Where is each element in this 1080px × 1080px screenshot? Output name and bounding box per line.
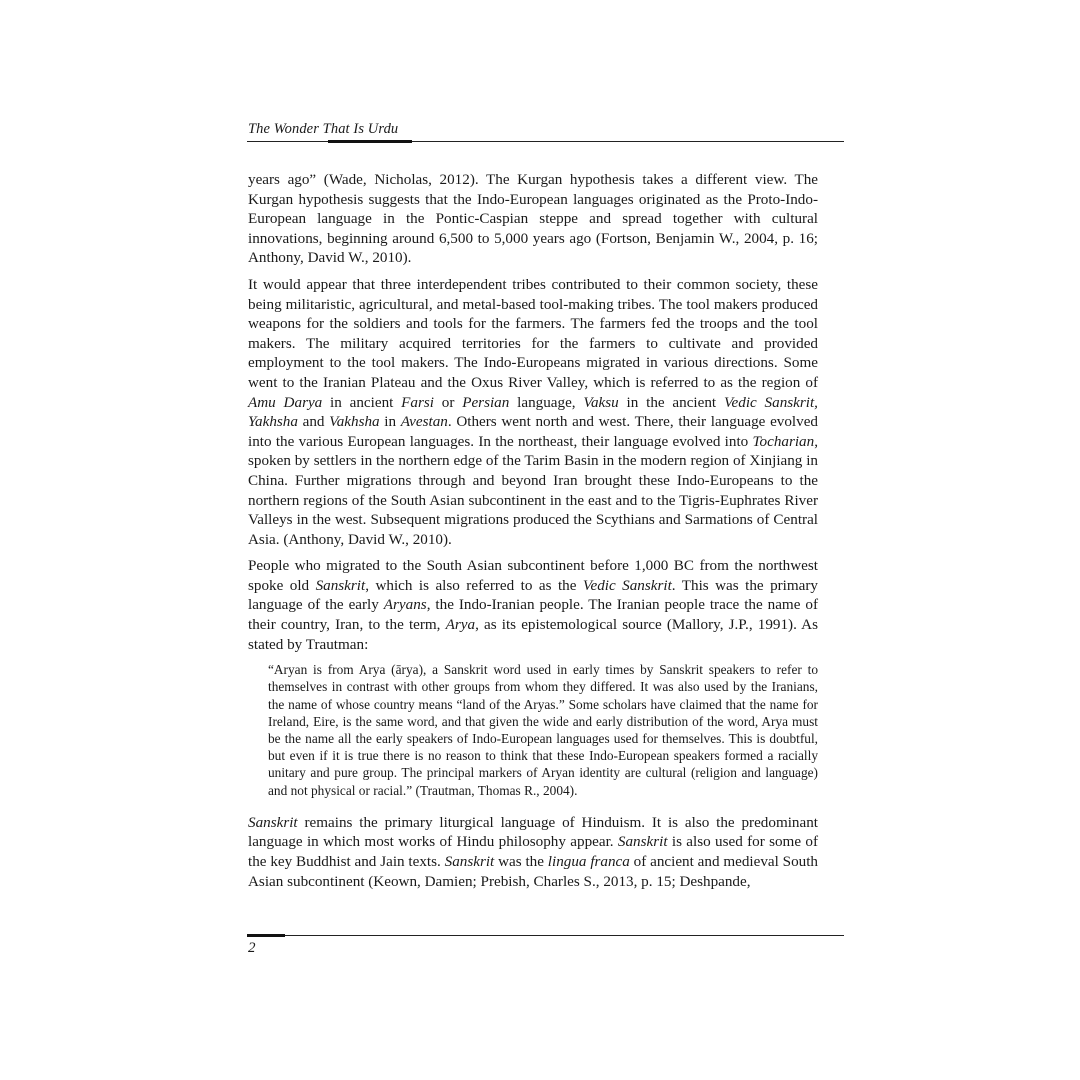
italic-term: Sanskrit — [617, 833, 668, 851]
running-header-title: The Wonder That Is Urdu — [248, 121, 399, 137]
header-rule-accent — [328, 140, 412, 143]
block-quote: “Aryan is from Arya (ārya), a Sanskrit word used in early times by Sanskrit speakers to refer to themselves in contrast with other groups from whom they differed. It was also used by the Iranians, the name of whose country means “land of the Aryas.” Some scholars have claimed that the name for Ireland, Eire, is the same word, and that given the wide and early distribution of the word, Arya must be the name all the early speakers of Indo-European languages used for themselves. This is doubtful, but even if it is true there is no reason to think that these Indo-European speakers formed a racially unitary and pure group. The principal markers of Aryan identity are cultural (religion and language) and not physical or racial.” (Trautman, Thomas R., 2004). — [268, 662, 818, 798]
paragraph: Sanskrit remains the primary liturgical language of Hinduism. It is also the predominant language in which most works of Hindu philosophy appear. Sanskrit is also used for some of the key Buddhist and Jain texts. Sanskrit was the lingua franca of ancient and medieval South Asian subcontinent (Keown, Damien; Prebish, Charles S., 2013, p. 15; Deshpande, — [248, 813, 818, 890]
italic-term: Vedic Sanskrit — [582, 576, 672, 594]
italic-term: Sanskrit — [248, 813, 298, 831]
italic-term: Sanskrit — [444, 853, 495, 871]
footer-rule-accent — [247, 934, 285, 937]
italic-term: Arya — [445, 616, 476, 634]
italic-term: Amu Darya — [248, 393, 323, 411]
italic-term: Vedic Sanskrit, Yakhsha — [248, 393, 818, 431]
body-text — [248, 170, 818, 898]
italic-term: Sanskrit — [315, 576, 366, 594]
italic-term: Tocharian — [752, 432, 815, 450]
paragraph: It would appear that three interdependent tribes contributed to their common society, these being militaristic, agricultural, and metal-based tool-making tribes. The tool makers produced weapons for the soldiers and tools for the farmers. The farmers fed the troops and the tool makers. The military acquired territories for the farmers to cultivate and provided employment to the tool makers. The Indo-Europeans migrated in various directions. Some went to the Iranian Plateau and the Oxus River Valley, which is referred to as the region of Amu Darya in ancient Farsi or Persian language, Vaksu in the ancient Vedic Sanskrit, Yakhsha and Vakhsha in Avestan. Others went north and west. There, their language evolved into the various European languages. In the northeast, their language evolved into Tocharian, spoken by settlers in the northern edge of the Tarim Basin in the modern region of Xinjiang in China. Further migrations through and beyond Iran brought these Indo-Europeans to the northern regions of the South Asian subcontinent in the east and to the Tigris-Euphrates River Valleys in the west. Subsequent migrations produced the Scythians and Sarmations of Central Asia. (Anthony, David W., 2010). — [248, 275, 819, 548]
italic-term: Vakhsha — [329, 413, 380, 431]
italic-term: Persian — [462, 393, 510, 411]
page-number: 2 — [248, 940, 256, 956]
italic-term: Avestan — [400, 413, 448, 431]
footer-rule — [247, 935, 844, 936]
italic-term: Aryans — [383, 596, 427, 614]
italic-term: Vaksu — [583, 393, 619, 411]
italic-term: Farsi — [401, 393, 434, 411]
italic-term: lingua franca — [547, 853, 630, 871]
paragraph: People who migrated to the South Asian subcontinent before 1,000 BC from the northwest spoke old Sanskrit, which is also referred to as the Vedic Sanskrit. This was the primary language of the early Aryans, the Indo-Iranian people. The Iranian people trace the name of their country, Iran, to the term, Arya, as its epistemological source (Mallory, J.P., 1991). As stated by Trautman: — [248, 557, 818, 653]
paragraph: years ago” (Wade, Nicholas, 2012). The Kurgan hypothesis takes a different view. The Kurgan hypothesis suggests that the Indo-European languages originated as the Proto-Indo-European language in the Pontic-Caspian steppe and spread together with cultural innovations, beginning around 6,500 to 5,000 years ago (Fortson, Benjamin W., 2004, p. 16; Anthony, David W., 2010). — [248, 171, 818, 267]
